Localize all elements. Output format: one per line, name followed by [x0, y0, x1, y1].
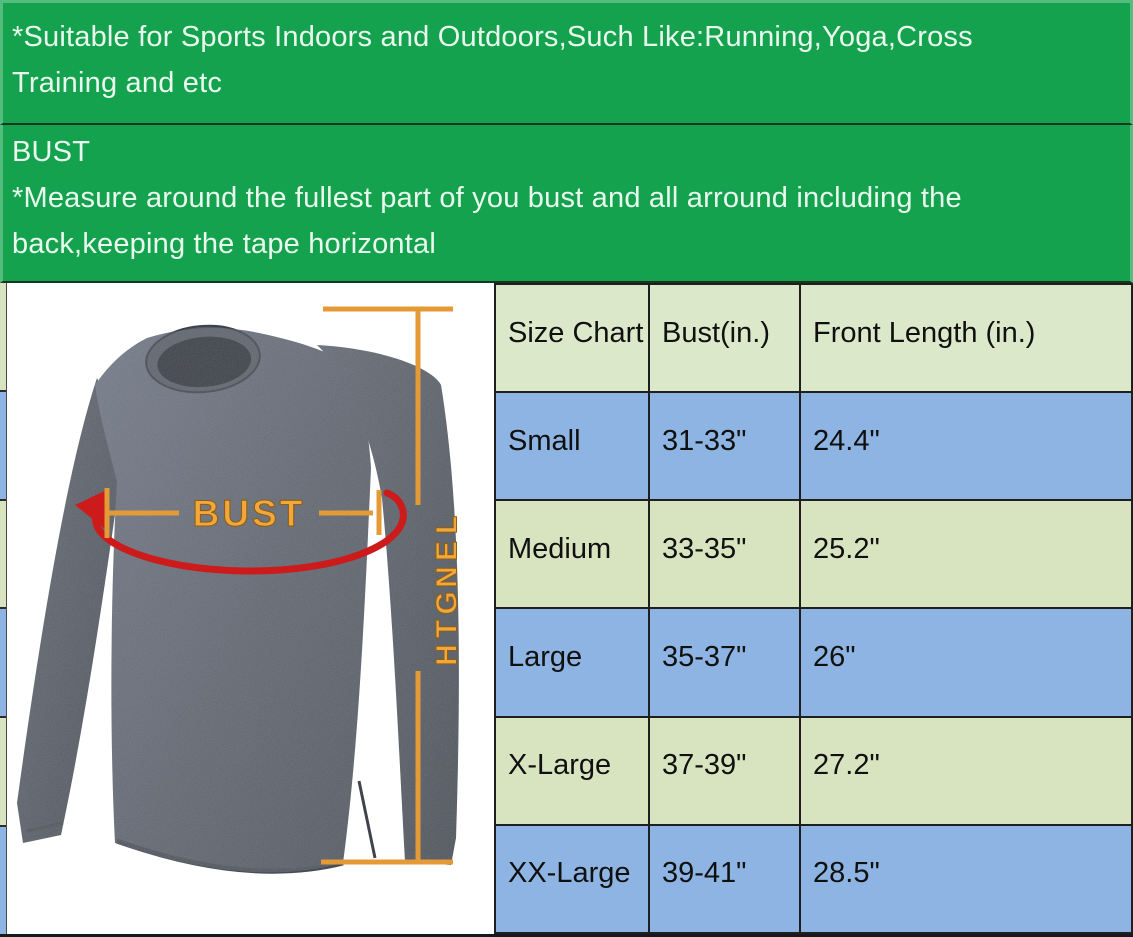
table-row [495, 608, 1132, 716]
svg-text:G: G [430, 591, 464, 615]
col-header-bust: Bust(in.) [649, 284, 800, 392]
cell-bust: 39-41" [649, 825, 800, 933]
cell-front-length: 25.2" [800, 500, 1132, 608]
bust-label: BUST [192, 493, 306, 534]
table-row [495, 717, 1132, 825]
svg-text:N: N [430, 566, 464, 588]
cell-size: X-Large [495, 717, 649, 825]
table-header-row [495, 284, 1132, 392]
cell-size: Medium [495, 500, 649, 608]
svg-text:L: L [430, 515, 464, 535]
suitable-banner [0, 0, 1133, 125]
fabric-texture [7, 283, 494, 934]
cell-bust: 31-33" [649, 392, 800, 500]
suitable-line-1: *Suitable for Sports Indoors and Outdoors,Such Like:Running,Yoga,Cross [12, 21, 973, 53]
bust-line-1: *Measure around the fullest part of you bust and all arround including the [12, 182, 962, 214]
bust-heading: BUST [12, 136, 91, 168]
col-header-size: Size Chart [495, 284, 649, 392]
cell-bust: 35-37" [649, 608, 800, 716]
table-row [495, 825, 1132, 933]
table-row [495, 392, 1132, 500]
suitable-line-2: Training and etc [12, 67, 223, 99]
bust-line-2: back,keeping the tape horizontal [12, 228, 436, 260]
shirt-measure-diagram [7, 283, 494, 934]
bust-banner [0, 125, 1133, 283]
cell-size: Small [495, 392, 649, 500]
cell-bust: 33-35" [649, 500, 800, 608]
side-slit [359, 781, 375, 858]
size-chart-table [494, 283, 1133, 934]
content-area [0, 283, 1133, 937]
cell-front-length: 27.2" [800, 717, 1132, 825]
svg-text:H: H [430, 644, 464, 666]
table-row [495, 500, 1132, 608]
cell-size: Large [495, 608, 649, 716]
svg-text:E: E [430, 540, 464, 562]
cell-size: XX-Large [495, 825, 649, 933]
col-header-front-length: Front Length (in.) [800, 284, 1132, 392]
shirt-illustration [7, 283, 494, 934]
svg-text:T: T [430, 619, 464, 639]
shirt-photo [6, 283, 494, 934]
cell-front-length: 24.4" [800, 392, 1132, 500]
cell-front-length: 26" [800, 608, 1132, 716]
cell-front-length: 28.5" [800, 825, 1132, 933]
cell-bust: 37-39" [649, 717, 800, 825]
